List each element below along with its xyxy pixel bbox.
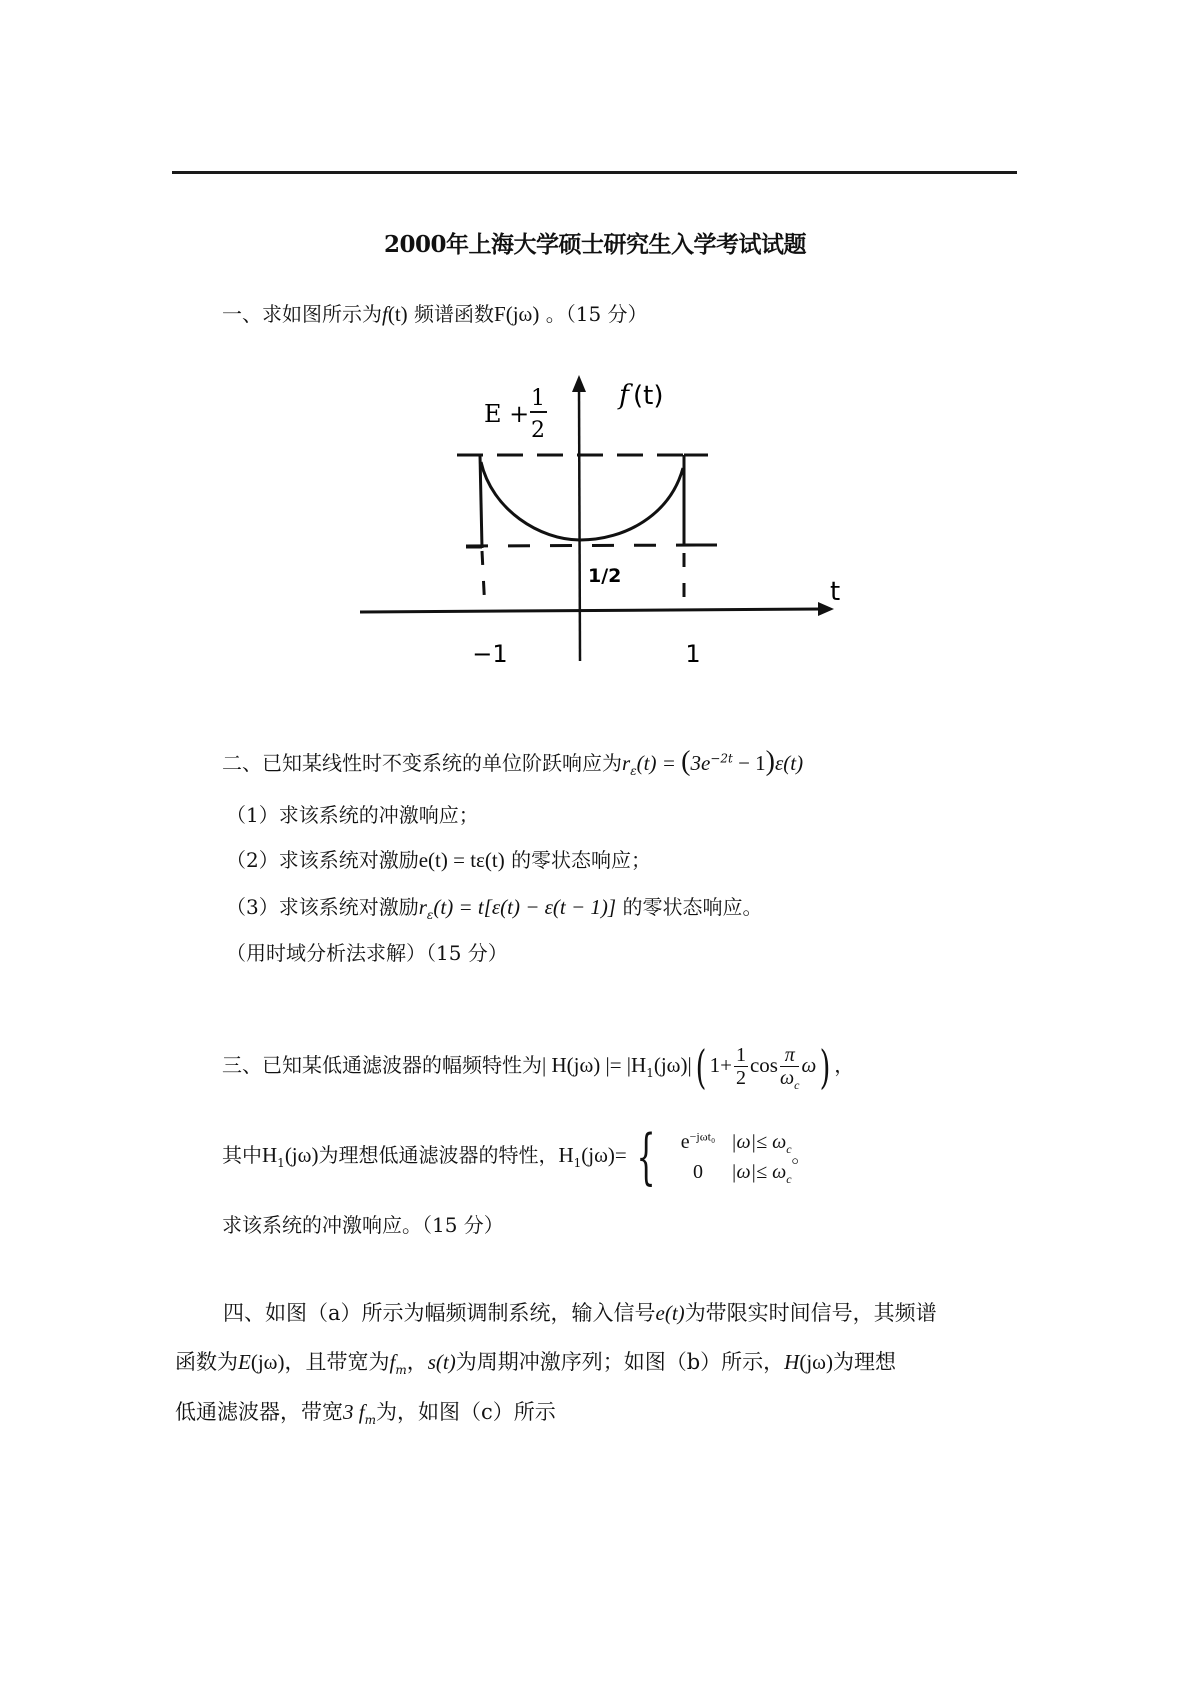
q3-text: 其中 — [222, 1143, 262, 1167]
q3-wc-symbol: ω — [779, 1067, 795, 1089]
q1-ft-arg: (t) — [387, 302, 408, 326]
q1-Fjw: F(jω) — [494, 302, 540, 326]
label-t: t — [830, 577, 841, 607]
q3-case-1 — [665, 1127, 792, 1157]
q2-item-text: 求该系统的冲激响应； — [278, 803, 479, 827]
q2-item-formula-sub: ε — [426, 908, 434, 922]
q3-sub: 1 — [646, 1066, 654, 1080]
q3-case-cond-sub: c — [786, 1171, 792, 1186]
q3-H1-sub: 1 — [277, 1156, 285, 1170]
q3-wc-sub: c — [794, 1078, 800, 1092]
q2-r-sub: ε — [630, 764, 637, 778]
q3-case-cond-text: |ω|≤ ω — [730, 1160, 787, 1183]
question-3-line-3: 求该系统的冲激响应。（15 分） — [222, 1213, 504, 1237]
q3-H1: H — [558, 1143, 574, 1167]
question-3-line-2 — [222, 1120, 812, 1190]
q3-jw: (jω) — [284, 1143, 319, 1167]
q4-E: E — [238, 1350, 251, 1374]
q4-st: s(t) — [427, 1350, 456, 1374]
q4-text: 为周期冲激序列；如图（b）所示， — [455, 1350, 785, 1374]
q3-end: ， — [834, 1053, 855, 1077]
q3-frac-den: 2 — [735, 1067, 746, 1089]
q3-H1: H — [262, 1143, 278, 1167]
q3-w: ω — [801, 1053, 817, 1077]
q3-frac-half — [734, 1044, 748, 1089]
question-4-line-1 — [223, 1299, 937, 1327]
question-4-line-2 — [175, 1348, 896, 1376]
q3-case-value — [665, 1127, 731, 1157]
q2-item-label: （2） — [226, 848, 279, 872]
q3-case-cond — [731, 1157, 792, 1187]
label-f: f — [619, 380, 629, 411]
q4-text: ， — [406, 1350, 428, 1374]
q2-item-text: 求该系统对激励 — [278, 895, 419, 919]
q1-mid: 频谱函数 — [414, 302, 495, 326]
q3-text: 为理想低通滤波器的特性， — [318, 1143, 559, 1167]
q3-one-plus: 1+ — [709, 1053, 732, 1077]
q3-case-value: 0 — [692, 1160, 703, 1183]
q2-item-text: 的零状态响应； — [511, 848, 652, 872]
question-2-intro — [222, 748, 803, 777]
q3-case-cond-text: |ω|≤ ω — [730, 1130, 787, 1153]
q3-cases-brace: { — [636, 1121, 656, 1192]
q4-fm-sub: m — [364, 1413, 376, 1428]
q2-item-label: （3） — [226, 895, 279, 919]
q2-3e: 3e — [690, 751, 711, 775]
q3-case-2 — [665, 1157, 792, 1187]
q1-prefix: 一、求如图所示为 — [222, 302, 382, 326]
q3-formula: | H(jω) |= |H — [542, 1053, 647, 1077]
q3-case-cond-sub: c — [786, 1141, 792, 1156]
q2-r: r — [622, 751, 631, 775]
tick-label-pos1: 1 — [685, 640, 701, 668]
q2-intro-text: 二、已知某线性时不变系统的单位阶跃响应为 — [222, 751, 622, 775]
q1-figure — [0, 0, 1190, 700]
q4-E-arg: (jω) — [250, 1350, 285, 1374]
bottom-dashed-level — [466, 545, 700, 546]
q2-item-2 — [226, 846, 651, 874]
tick-label-neg1: −1 — [472, 640, 508, 668]
q3-cos: cos — [749, 1053, 778, 1077]
page-title: 2000年上海大学硕士研究生入学考试试题 — [383, 231, 806, 258]
q2-item-1 — [226, 801, 479, 829]
q2-item-formula: e(t) = tε(t) — [418, 848, 505, 872]
q4-text: 四、如图（a）所示为幅频调制系统，输入信号 — [223, 1301, 656, 1325]
y-axis-arrow — [572, 375, 586, 392]
q4-text: 为带限实时间信号，其频谱 — [684, 1301, 937, 1325]
q4-3fm: 3 f — [343, 1400, 365, 1424]
q3-case-e: e — [680, 1130, 690, 1153]
q4-H-arg: (jω) — [799, 1350, 833, 1374]
q3-case-exp: −jωt₀ — [689, 1128, 716, 1143]
q4-H: H — [784, 1350, 800, 1374]
signal-curve — [481, 462, 683, 540]
q4-text: 低通滤波器，带宽 — [175, 1400, 343, 1424]
q3-jw: (jω)= — [581, 1143, 627, 1167]
label-half-num: 1 — [531, 386, 545, 411]
q2-minus1: − 1 — [732, 751, 766, 775]
q2-eps: ε(t) — [774, 751, 804, 775]
q2-paren-open: ( — [681, 746, 691, 777]
q3-case-cond — [731, 1127, 792, 1157]
q2-exp: −2t — [710, 751, 733, 766]
q3-formula: (jω)| — [653, 1053, 692, 1077]
q2-item-text: 的零状态响应。 — [622, 895, 763, 919]
q4-text: ，且带宽为 — [284, 1350, 390, 1374]
label-f-arg: (t) — [633, 381, 664, 411]
q1-suffix: 。（15 分） — [545, 302, 648, 326]
left-drop-dashed — [482, 551, 485, 611]
q4-fm: f — [389, 1350, 396, 1374]
q2-note: （用时域分析法求解）（15 分） — [226, 941, 508, 965]
q4-fm-sub: m — [395, 1363, 407, 1378]
q3-wc — [779, 1067, 800, 1092]
q3-cases — [665, 1127, 792, 1187]
q2-paren-close: ) — [765, 746, 775, 777]
question-3-line-1 — [222, 1039, 855, 1094]
q3-paren-open: ( — [695, 1039, 707, 1094]
q2-item-formula: (t) = t[ε(t) − ε(t − 1)] — [433, 895, 617, 919]
q3-frac-num: 1 — [735, 1044, 746, 1066]
q2-item-3 — [226, 893, 762, 921]
q3-pi: π — [780, 1044, 799, 1067]
label-E: E + — [484, 400, 530, 428]
q3-paren-close: ) — [819, 1039, 831, 1094]
q4-text: 为，如图（c）所示 — [375, 1400, 556, 1424]
q2-rhs-a: (t) = — [636, 751, 682, 775]
label-bottom-half: 1/2 — [588, 565, 622, 587]
q3-frac-pi — [779, 1044, 800, 1092]
q4-et: e(t) — [655, 1301, 685, 1325]
q2-item-label: （1） — [226, 803, 279, 827]
q1-ft: f — [382, 302, 388, 326]
q3-end: 。 — [791, 1143, 812, 1167]
q4-text: 函数为 — [175, 1350, 238, 1374]
q2-item-formula: r — [418, 895, 427, 919]
question-4-line-3 — [175, 1398, 556, 1426]
x-axis — [360, 609, 822, 612]
q3-H1-sub: 1 — [573, 1156, 582, 1170]
label-half-den: 2 — [531, 418, 545, 443]
q4-text: 为理想 — [833, 1350, 896, 1374]
q2-item-text: 求该系统对激励 — [278, 848, 419, 872]
q3-text: 三、已知某低通滤波器的幅频特性为 — [222, 1053, 542, 1077]
y-axis — [579, 388, 580, 661]
